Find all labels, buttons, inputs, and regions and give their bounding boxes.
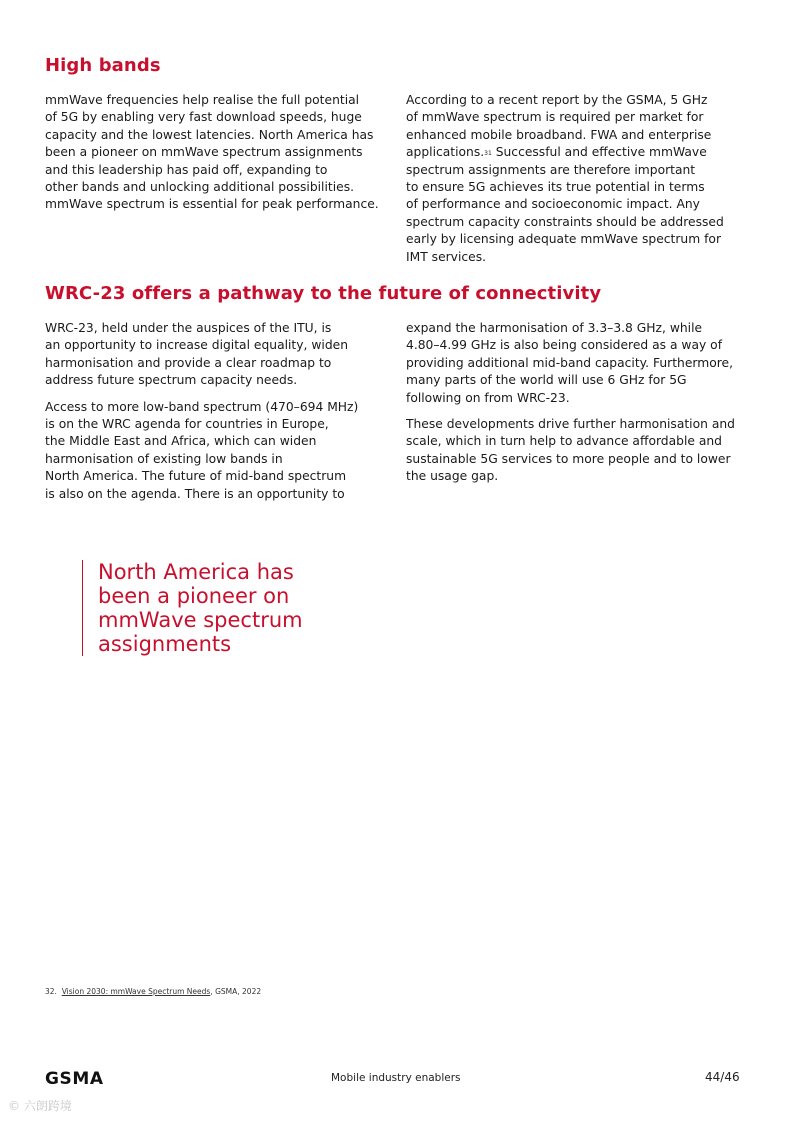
pull-quote-line: mmWave spectrum [98,608,303,632]
text-line: mmWave spectrum is essential for peak performance. [45,197,379,212]
paragraph [45,320,395,390]
wrc-right-column [406,320,756,495]
gsma-logo: GSMA [45,1069,104,1089]
text-line: to ensure 5G achieves its true potential in terms [406,180,705,195]
text-line: of 5G by enabling very fast download speeds, huge [45,110,362,125]
footnote-reference-link[interactable]: Vision 2030: mmWave Spectrum Needs [61,987,211,996]
text-segment: Successful and effective mmWave [491,145,707,160]
text-line: According to a recent report by the GSMA, 5 GHz [406,93,708,107]
text-line: of mmWave spectrum is required per market for [406,110,704,125]
text-line: early by licensing adequate mmWave spectrum for [406,232,721,247]
paragraph [406,416,756,486]
text-line: IMT services. [406,249,487,264]
text-line: providing additional mid-band capacity. Furthermore, [406,355,734,370]
footnote-rest: , GSMA, 2022 [210,987,262,996]
text-line: WRC-23, held under the auspices of the ITU, is [45,321,332,335]
text-line: the usage gap. [406,469,499,484]
text-line: of performance and socioeconomic impact. Any [406,197,700,212]
text-line: 4.80–4.99 GHz is also being considered as a way of [406,338,723,353]
paragraph [45,399,395,503]
text-line [406,144,756,161]
footnote-marker: 31 [484,150,492,158]
text-line: scale, which in turn help to advance affordable and [406,434,722,449]
high-bands-left-column [45,92,395,214]
text-segment: applications. [406,145,485,160]
footnote [45,987,261,996]
text-line: North America. The future of mid-band spectrum [45,469,347,484]
text-line: and this leadership has paid off, expanding to [45,162,328,177]
footer-text: Mobile industry enablers [331,1072,461,1084]
paragraph [406,320,756,407]
footnote-number: 32. [45,987,57,996]
text-line: These developments drive further harmonisation and [406,417,735,432]
section-heading-high-bands: High bands [45,55,161,76]
page-footer [0,1069,793,1089]
text-line: expand the harmonisation of 3.3–3.8 GHz, while [406,321,703,335]
text-line: harmonisation of existing low bands in [45,451,283,466]
page-number: 44/46 [705,1070,740,1084]
text-line: mmWave frequencies help realise the full potential [45,93,360,107]
text-line: sustainable 5G services to more people and to lower [406,451,731,466]
text-line: address future spectrum capacity needs. [45,373,298,388]
text-line: an opportunity to increase digital equality, widen [45,338,348,353]
pull-quote-line: assignments [98,632,232,656]
text-line: is also on the agenda. There is an opportunity to [45,486,345,501]
text-line: spectrum capacity constraints should be addressed [406,214,724,229]
pull-quote [82,560,328,656]
text-line: been a pioneer on mmWave spectrum assignments [45,145,363,160]
text-line: many parts of the world will use 6 GHz for 5G [406,373,687,388]
text-line: following on from WRC-23. [406,390,570,405]
section-heading-wrc-23: WRC-23 offers a pathway to the future of connectivity [45,283,602,304]
text-line: capacity and the lowest latencies. North America has [45,127,374,142]
text-line: Access to more low-band spectrum (470–694 MHz) [45,399,359,414]
text-line: is on the WRC agenda for countries in Europe, [45,417,329,432]
wrc-left-column [45,320,395,512]
text-line: harmonisation and provide a clear roadmap to [45,355,332,370]
high-bands-right-column [406,92,756,266]
text-line: enhanced mobile broadband. FWA and enterprise [406,127,712,142]
pull-quote-line: been a pioneer on [98,584,290,608]
text-line: other bands and unlocking additional possibilities. [45,180,355,195]
text-line: spectrum assignments are therefore important [406,162,696,177]
watermark: © 六朗跨境 [8,1099,72,1113]
pull-quote-line: North America has [98,560,294,584]
text-line: the Middle East and Africa, which can widen [45,434,317,449]
